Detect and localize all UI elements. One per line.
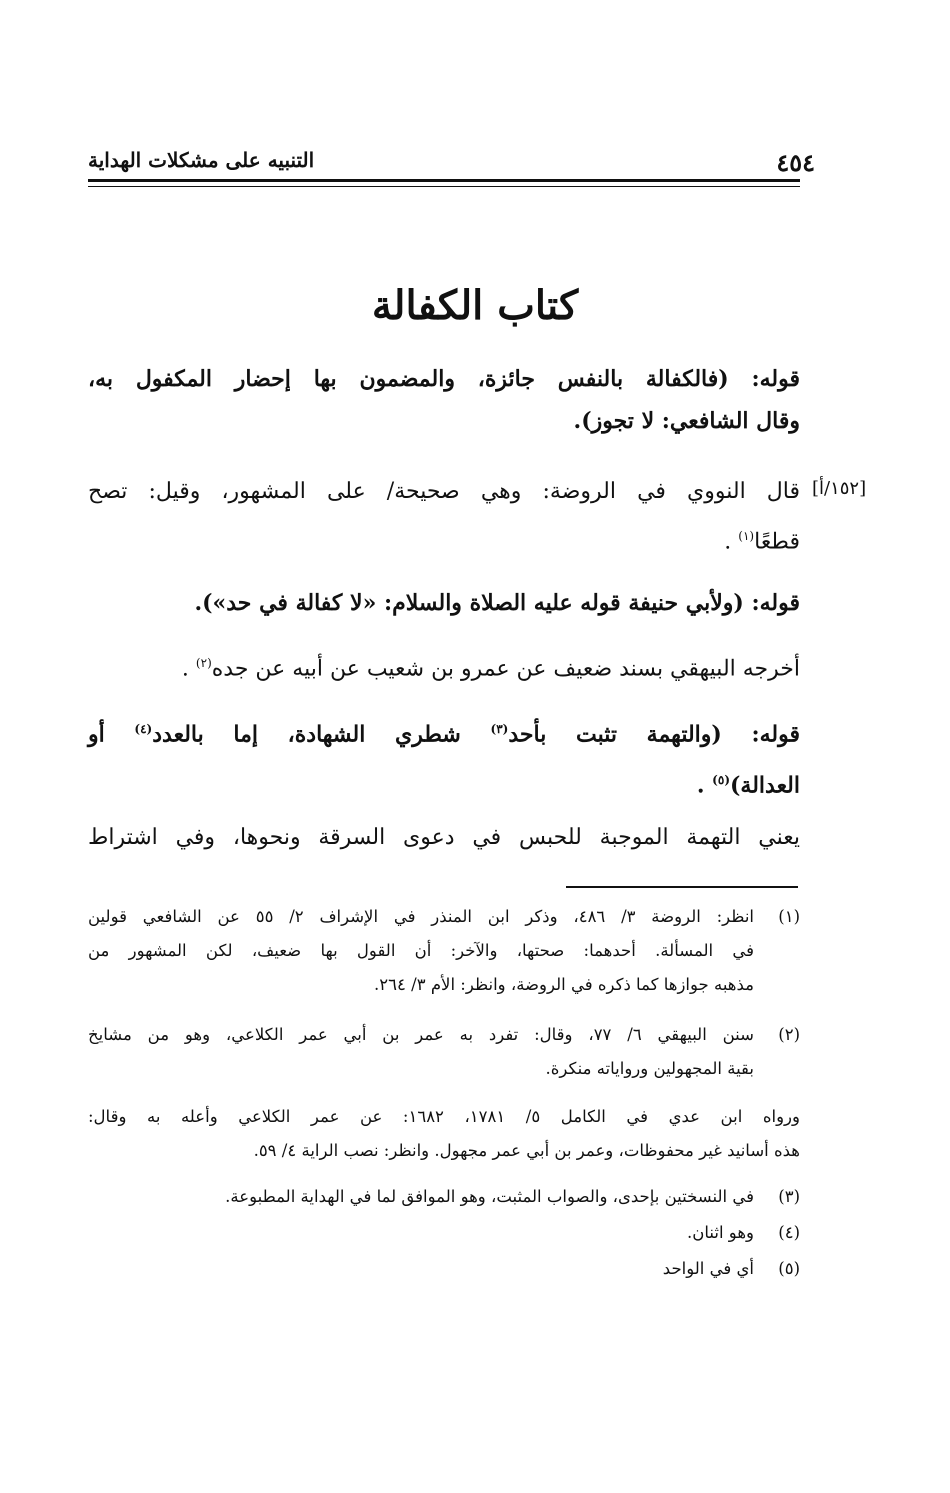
footnote-separator <box>566 886 798 888</box>
text-line <box>88 757 800 808</box>
footnote-line: هذه أسانيد غير محفوظات، وعمر بن أبي عمر مجهول. وانظر: نصب الراية ٤/ ٥٩. <box>253 1141 800 1160</box>
footnote-line: بقية المجهولين ورواياته منكرة. <box>545 1059 754 1078</box>
text-line <box>88 706 800 757</box>
commentary-paragraph-2 <box>88 642 800 690</box>
text-fragment: أخرجه البيهقي بسند ضعيف عن عمرو بن شعيب عن أبيه عن جده <box>211 656 800 682</box>
page-number: ٤٥٤ <box>776 148 815 177</box>
text-fragment: أو <box>88 721 135 748</box>
manuscript-folio-reference: [١٥٢/أ] <box>812 478 867 499</box>
footnote-number: (٥) <box>778 1259 800 1278</box>
footnote-line: أي في الواحد <box>662 1259 754 1278</box>
footnote-4 <box>88 1216 800 1250</box>
footnote-line: ورواه ابن عدي في الكامل ٥/ ١٧٨١، ١٦٨٢: عن عمر الكلاعي وأعله به وقال: <box>88 1107 800 1126</box>
commentary-paragraph-1 <box>88 470 800 564</box>
footnote-marker: (٣) <box>490 722 509 736</box>
running-book-title: التنبيه على مشكلات الهداية <box>88 148 315 172</box>
footnote-line: وهو اثنان. <box>687 1223 754 1242</box>
footnote-number: (٤) <box>778 1223 800 1242</box>
footnote-1 <box>88 900 800 1002</box>
footnote-line: سنن البيهقي ٦/ ٧٧، وقال: تفرد به عمر بن أبي عمر الكلاعي، وهو من مشايخ <box>88 1025 754 1044</box>
text-line <box>88 642 800 690</box>
text-fragment: شطري الشهادة، إما بالعدد <box>152 721 491 748</box>
header-rule-thick <box>88 179 800 182</box>
text-line: قوله: (فالكفالة بالنفس جائزة، والمضمون بها إحضار المكفول به، <box>88 366 800 392</box>
footnote-marker: (١) <box>738 529 755 543</box>
footnote-number: (٢) <box>778 1025 800 1044</box>
text-fragment: . <box>181 656 196 682</box>
text-line: يعني التهمة الموجبة للحبس في دعوى السرقة ونحوها، وفي اشتراط <box>88 825 801 850</box>
footnote-line: انظر: الروضة ٣/ ٤٨٦، وذكر ابن المنذر في الإشراف ٢/ ٥٥ عن الشافعي قولين <box>88 907 754 926</box>
footnote-number: (١) <box>778 907 800 926</box>
text-line: قوله: (ولأبي حنيفة قوله عليه الصلاة والسلام: «لا كفالة في حد»). <box>194 590 800 616</box>
quote-paragraph-1 <box>88 358 800 442</box>
footnote-line: في النسختين بإحدى، والصواب المثبت، وهو الموافق لما في الهداية المطبوعة. <box>225 1187 754 1206</box>
text-line <box>88 514 800 564</box>
footnote-line: في المسألة. أحدهما: صحتها، والآخر: أن القول بها ضعيف، لكن المشهور من <box>88 941 754 960</box>
text-line: وقال الشافعي: لا تجوز). <box>573 408 800 434</box>
text-fragment: العدالة) <box>730 772 800 799</box>
footnote-number: (٣) <box>778 1187 800 1206</box>
text-fragment: . <box>696 772 713 799</box>
text-fragment: قطعًا <box>754 529 800 555</box>
footnote-line: مذهبه جوازها كما ذكره في الروضة، وانظر: الأم ٣/ ٢٦٤. <box>374 975 754 994</box>
footnote-marker: (٥) <box>712 773 730 788</box>
quote-paragraph-3 <box>88 706 800 809</box>
footnote-2-continued <box>88 1100 800 1168</box>
footnote-3 <box>88 1180 800 1214</box>
footnote-2 <box>88 1018 800 1086</box>
chapter-title: كتاب الكفالة <box>371 282 579 329</box>
text-line: قال النووي في الروضة: وهي صحيحة/ على المشهور، وقيل: تصح <box>88 479 800 504</box>
footnote-marker: (٤) <box>134 722 153 736</box>
text-fragment: قوله: (والتهمة تثبت بأحد <box>508 721 800 748</box>
quote-paragraph-2 <box>88 582 800 624</box>
text-fragment: . <box>724 529 739 555</box>
header-rule-thin <box>88 186 800 187</box>
footnote-marker: (٢) <box>195 656 212 670</box>
commentary-paragraph-3 <box>88 816 800 860</box>
footnote-5 <box>88 1252 800 1286</box>
